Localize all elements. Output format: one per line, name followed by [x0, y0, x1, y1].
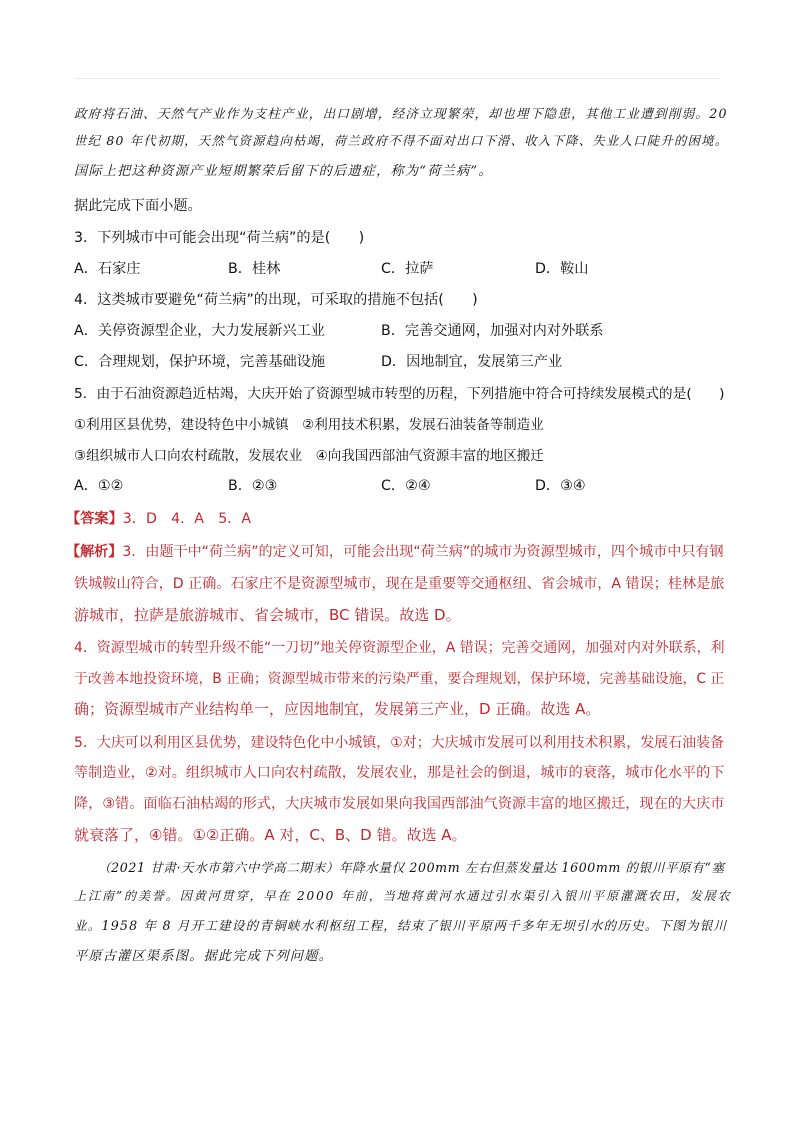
q5-measures-1: ①利用区县优势，建设特色中小城镇 ②利用技术积累，发展石油装备等制造业 — [74, 417, 544, 433]
passage-line-1: 政府将石油、天然气产业作为支柱产业，出口剧增，经济立现繁荣，却也埋下隐患，其他工业遭到削弱。20 — [74, 106, 728, 121]
analysis-text-1: 3．由题干中“荷兰病”的定义可知，可能会出现“荷兰病”的城市为资源型城市，四个城市中只有钢 — [122, 544, 724, 560]
q4-stem: 4．这类城市要避免“荷兰病”的出现，可采取的措施不包括( ) — [74, 292, 478, 308]
q5-option-a: A．①② — [74, 478, 124, 494]
q5-option-d: D．③④ — [535, 478, 586, 494]
q5-option-b: B．②③ — [228, 478, 278, 494]
q4-option-c: C．合理规划，保护环境，完善基础设施 — [74, 354, 326, 370]
next-passage-line-2: 上江南”的美誉。因黄河贯穿，早在 2000 年前，当地将黄河水通过引水渠引入银川平原灌溉农田，发展农 — [74, 889, 732, 903]
instruction: 据此完成下面小题。 — [74, 198, 202, 214]
answer-tag: 【答案】 — [66, 511, 123, 527]
analysis-line-4: 4．资源型城市的转型升级不能“一刀切”地关停资源型企业，A 错误；完善交通网，加强对内对外联系，利 — [74, 640, 725, 656]
analysis-line-6: 确；资源型城市产业结构单一，应因地制宜，发展第三产业，D 正确。故选 A。 — [74, 700, 601, 718]
analysis-line-2: 铁城鞍山符合，D 正确。石家庄不是资源型城市，现在是重要等交通枢纽、省会城市，A 错误；桂林是旅 — [74, 576, 725, 592]
answer-text: 3．D 4．A 5．A — [122, 511, 252, 527]
q4-option-d: D．因地制宜，发展第三产业 — [381, 354, 563, 370]
q5-measures-2: ③组织城市人口向农村疏散，发展农业 ④向我国西部油气资源丰富的地区搬迁 — [74, 448, 544, 464]
q3-option-c: C．拉萨 — [381, 261, 434, 277]
analysis-line-7: 5．大庆可以利用区县优势，建设特色化中小城镇，①对；大庆城市发展可以利用技术积累，发展石油装备 — [74, 735, 725, 751]
answer-row — [66, 508, 251, 528]
analysis-tag: 【解析】 — [66, 544, 123, 560]
q4-option-a: A．关停资源型企业，大力发展新兴工业 — [74, 323, 325, 339]
q5-stem: 5．由于石油资源趋近枯竭，大庆开始了资源型城市转型的历程，下列措施中符合可持续发展模式的是( ) — [74, 386, 725, 402]
next-passage-line-4: 平原古灌区渠系图。据此完成下列问题。 — [74, 949, 333, 964]
analysis-line-3: 游城市，拉萨是旅游城市、省会城市，BC 错误。故选 D。 — [74, 606, 461, 624]
next-passage-line-3: 业。1958 年 8 月开工建设的青铜峡水利枢纽工程，结束了银川平原两千多年无坝引水的历史。下图为银川 — [74, 918, 728, 933]
analysis-line-1 — [66, 541, 724, 561]
q3-option-b: B．桂林 — [228, 261, 281, 277]
q4-option-b: B．完善交通网，加强对内对外联系 — [381, 323, 604, 339]
q3-option-d: D．鞍山 — [535, 261, 589, 277]
header-rule — [74, 78, 720, 79]
analysis-line-9: 降，③错。面临石油枯竭的形式，大庆城市发展如果向我国西部油气资源丰富的地区搬迁，现在的大庆市 — [74, 796, 725, 812]
passage-line-2: 世纪 80 年代初期，天然气资源趋向枯竭，荷兰政府不得不面对出口下滑、收入下降、失业人口陡升的困境。 — [74, 133, 729, 148]
q3-option-a: A．石家庄 — [74, 261, 141, 277]
next-passage-line-1: （2021 甘肃·天水市第六中学高二期末）年降水量仅 200mm 左右但蒸发量达 1600mm 的银川平原有“塞 — [98, 860, 725, 875]
analysis-line-5: 于改善本地投资环境，B 正确；资源型城市带来的污染严重，要合理规划，保护环境，完善基础设施，C 正 — [74, 671, 725, 687]
passage-line-3: 国际上把这种资源产业短期繁荣后留下的后遗症，称为“荷兰病”。 — [74, 164, 493, 179]
q5-option-c: C．②④ — [381, 478, 431, 494]
q3-stem: 3．下列城市中可能会出现“荷兰病”的是( ) — [74, 230, 365, 246]
analysis-line-10: 就衰落了，④错。①②正确。A 对，C、B、D 错。故选 A。 — [74, 826, 467, 844]
analysis-line-8: 等制造业，②对。组织城市人口向农村疏散，发展农业，那是社会的倒退，城市的衰落，城市化水平的下 — [74, 765, 725, 781]
